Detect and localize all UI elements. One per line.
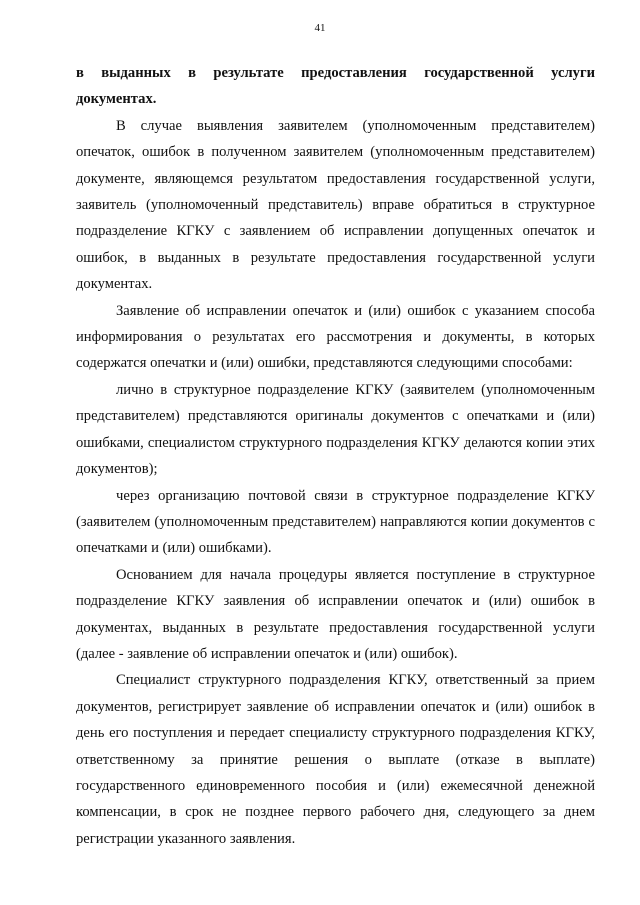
document-body (76, 60, 595, 852)
paragraph-submission-methods: Заявление об исправлении опечаток и (или) ошибок с указанием способа информирования о результатах его рассмотрения и документы, в которых содержатся опечатки и (или) ошибки, представляются следующими способами: (76, 302, 595, 372)
paragraph-procedure-basis: Основанием для начала процедуры является поступление в структурное подразделение КГКУ заявления об исправлении опечаток и (или) ошибок в документах, выданных в результате предоставления государственной услуги (далее - заявление об исправлении опечаток и (или) ошибок). (76, 566, 595, 662)
paragraph-error-correction-right: В случае выявления заявителем (уполномоченным представителем) опечаток, ошибок в полученном заявителем (уполномоченным представителем) документе, являющемся результатом предоставления государственной услуги, заявитель (уполномоченный представитель) вправе обратиться в структурное подразделение КГКУ с заявлением об исправлении допущенных опечаток и ошибок, в выданных в результате предоставления государственной услуги документах. (76, 117, 595, 293)
paragraph-specialist-registration: Специалист структурного подразделения КГКУ, ответственный за прием документов, регистрирует заявление об исправлении опечаток и (или) ошибок в день его поступления и передает специалисту структурного подразделения КГКУ, ответственному за принятие решения о выплате (отказе в выплате) государственного единовременного пособия и (или) ежемесячной денежной компенсации, в срок не позднее первого рабочего дня, следующего за днем регистрации указанного заявления. (76, 672, 595, 847)
paragraph-in-person-submission: лично в структурное подразделение КГКУ (заявителем (уполномоченным представителем) представляются оригиналы документов с опечатками и (или) ошибками, специалистом структурного подразделения КГКУ делаются копии этих документов); (76, 381, 595, 478)
section-heading-continuation: в выданных в результате предоставления государственной услуги документах. (76, 65, 595, 108)
page-number: 41 (314, 22, 326, 34)
paragraph-postal-submission: через организацию почтовой связи в структурное подразделение КГКУ (заявителем (уполномоченным представителем) направляются копии документов с опечатками и (или) ошибками). (76, 487, 595, 557)
